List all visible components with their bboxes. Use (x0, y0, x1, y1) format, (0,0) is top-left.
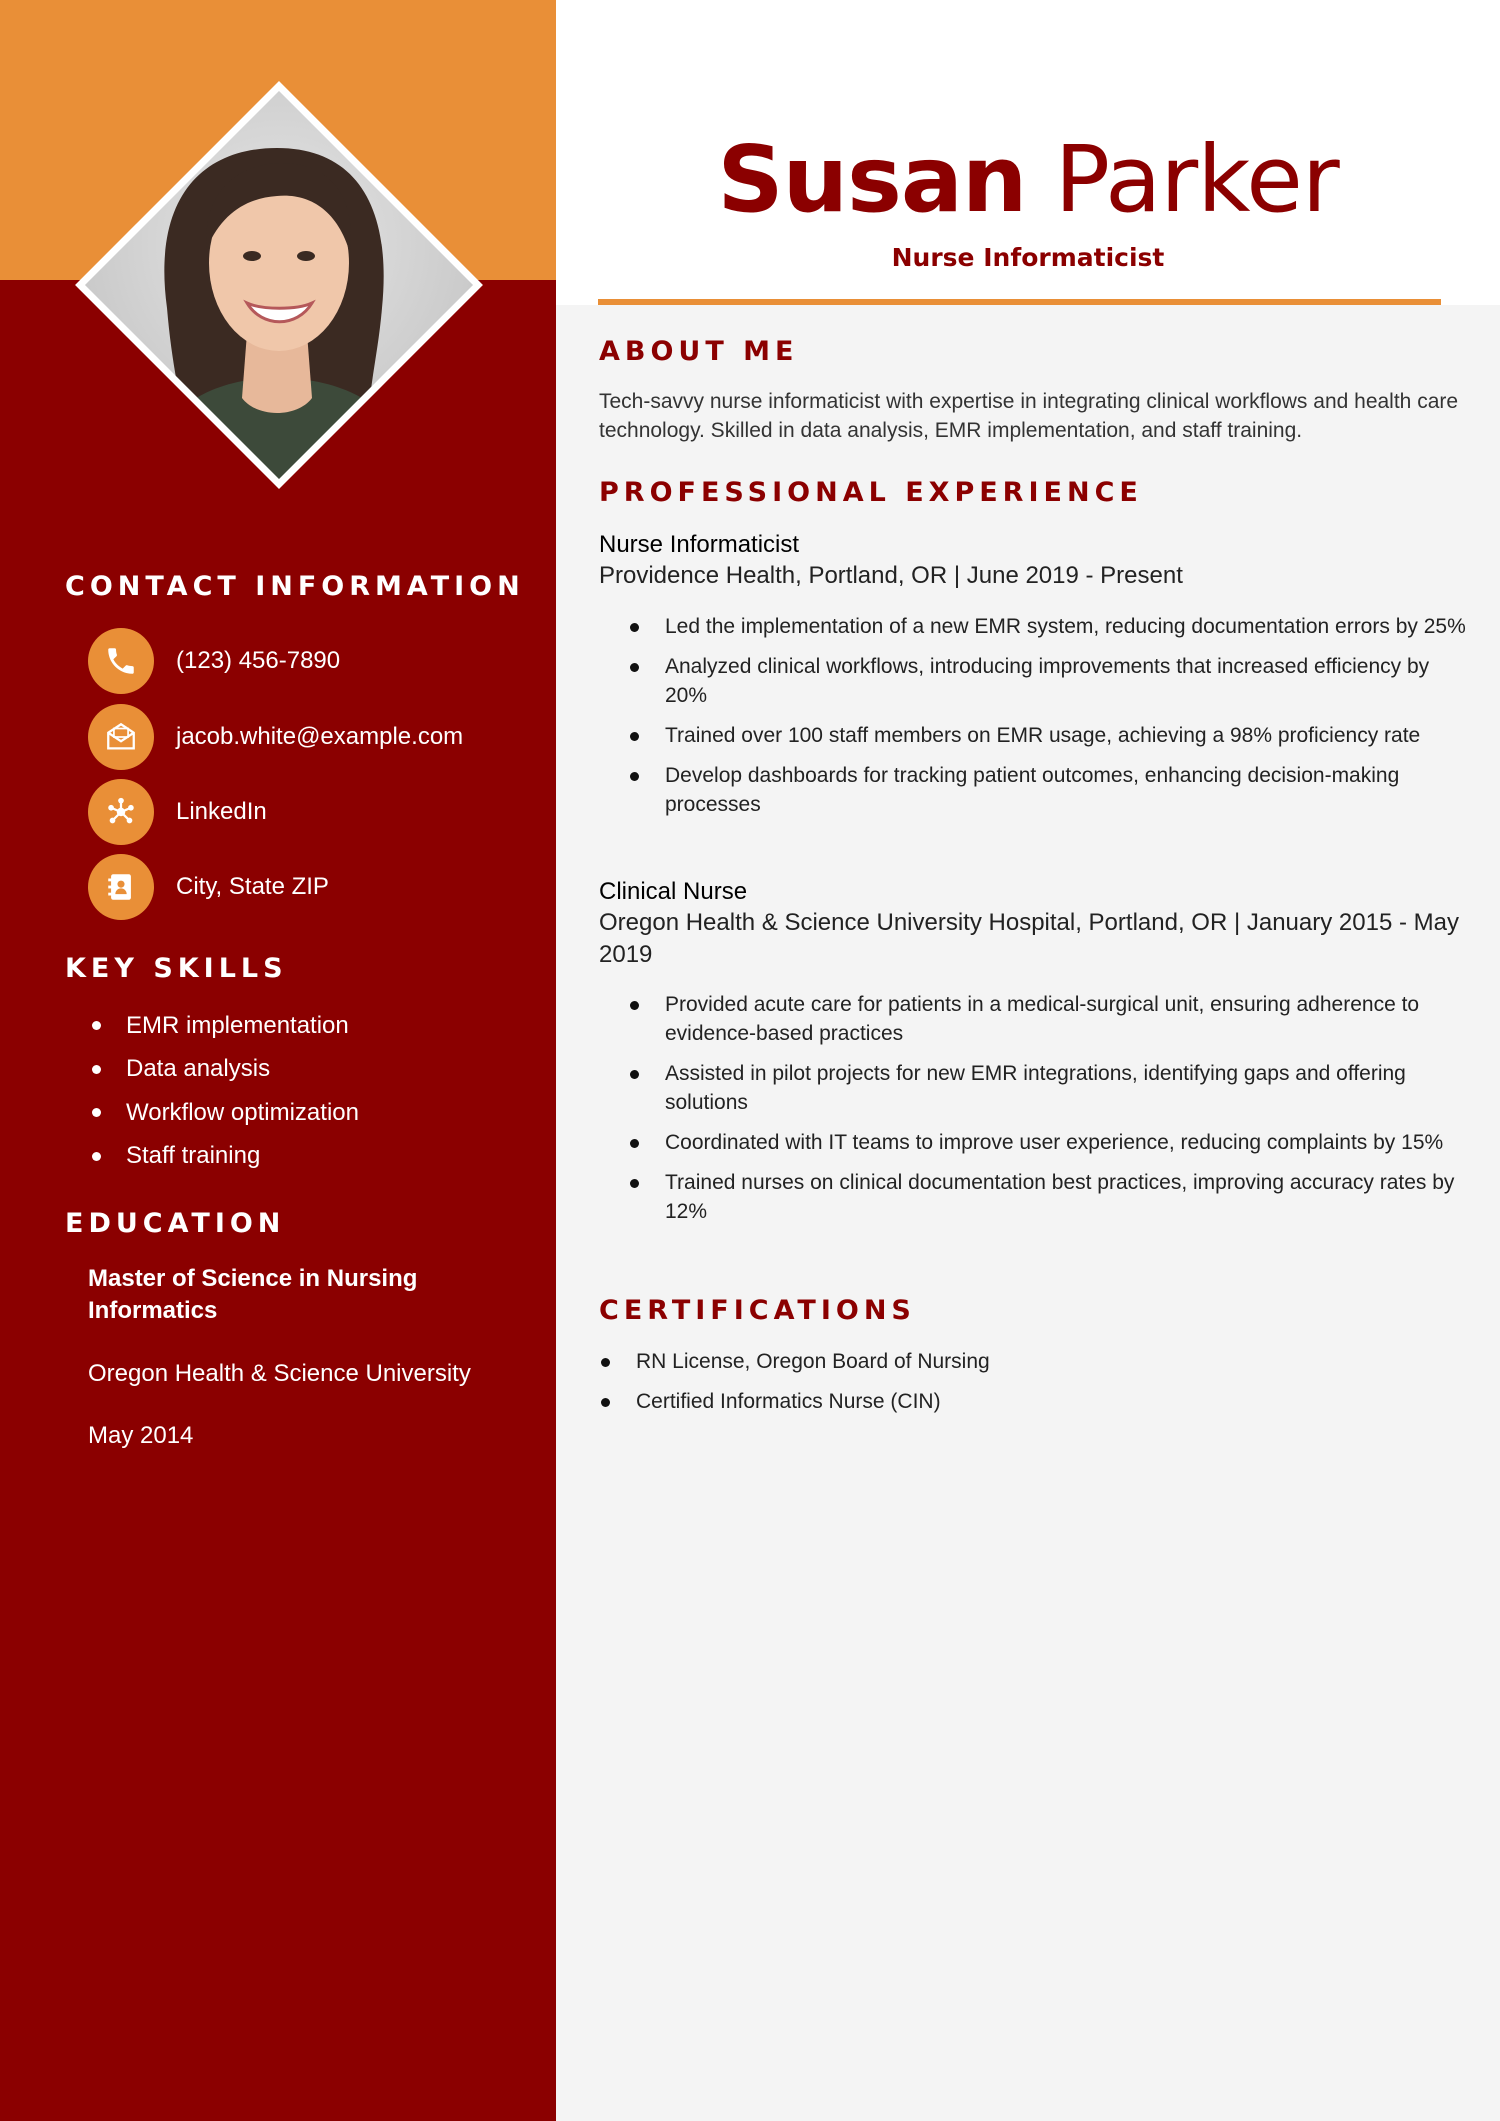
list-item: Trained nurses on clinical documentation best practices, improving accuracy rates by 12% (630, 1168, 1470, 1226)
list-item: EMR implementation (88, 1004, 359, 1048)
sidebar (0, 280, 556, 2121)
list-item: Develop dashboards for tracking patient outcomes, enhancing decision-making processes (630, 761, 1470, 819)
skills-list (88, 1004, 359, 1178)
list-item: Led the implementation of a new EMR system, reducing documentation errors by 25% (630, 612, 1470, 641)
job-1-title: Nurse Informaticist (599, 531, 800, 558)
header-divider (598, 299, 1441, 305)
contact-linkedin[interactable] (88, 779, 267, 845)
last-name: Parker (1054, 126, 1339, 233)
bullet-icon (92, 1108, 101, 1117)
experience-heading: PROFESSIONAL EXPERIENCE (599, 477, 1143, 508)
email-link[interactable]: jacob.white@example.com (176, 723, 464, 750)
education-school: Oregon Health & Science University (88, 1360, 471, 1387)
first-name: Susan (717, 126, 1027, 233)
network-icon (88, 779, 154, 845)
certifications-list (601, 1347, 990, 1427)
education-heading: EDUCATION (65, 1208, 286, 1239)
bullet-icon (92, 1065, 101, 1074)
address-text: City, State ZIP (176, 873, 329, 900)
list-item: RN License, Oregon Board of Nursing (601, 1347, 990, 1387)
contact-heading: CONTACT INFORMATION (65, 571, 525, 602)
education-date: May 2014 (88, 1422, 194, 1449)
bullet-icon (92, 1152, 101, 1161)
list-item: Certified Informatics Nurse (CIN) (601, 1387, 990, 1427)
job-1-meta: Providence Health, Portland, OR | June 2019 - Present (599, 562, 1183, 589)
address-book-icon (88, 854, 154, 920)
email-icon (88, 704, 154, 770)
candidate-name (556, 126, 1500, 233)
job-1-bullets (630, 612, 1470, 819)
education-degree: Master of Science in Nursing Informatics (88, 1265, 418, 1324)
list-item: Data analysis (88, 1048, 359, 1092)
phone-icon (88, 628, 154, 694)
list-item: Analyzed clinical workflows, introducing improvements that increased efficiency by 20% (630, 652, 1470, 710)
job-2-meta: Oregon Health & Science University Hospital, Portland, OR | January 2015 - May 2019 (599, 909, 1459, 968)
bullet-icon (92, 1021, 101, 1030)
about-text: Tech-savvy nurse informaticist with expertise in integrating clinical workflows and health care technology. Skilled in data analysis, EMR implementation, and staff training. (599, 390, 1459, 442)
certifications-heading: CERTIFICATIONS (599, 1295, 916, 1326)
contact-address (88, 854, 329, 920)
list-item: Workflow optimization (88, 1091, 359, 1135)
list-item: Provided acute care for patients in a medical-surgical unit, ensuring adherence to evidence-based practices (630, 990, 1470, 1048)
linkedin-link[interactable]: LinkedIn (176, 798, 267, 825)
list-item: Coordinated with IT teams to improve user experience, reducing complaints by 15% (630, 1128, 1470, 1157)
job-title: Nurse Informaticist (891, 243, 1165, 272)
skills-heading: KEY SKILLS (65, 953, 288, 984)
contact-email[interactable] (88, 704, 463, 770)
job-2-title: Clinical Nurse (599, 878, 748, 905)
list-item: Assisted in pilot projects for new EMR integrations, identifying gaps and offering solutions (630, 1059, 1470, 1117)
profile-photo (72, 78, 486, 492)
contact-phone (88, 628, 340, 694)
job-2-bullets (630, 990, 1470, 1226)
list-item: Trained over 100 staff members on EMR usage, achieving a 98% proficiency rate (630, 721, 1470, 750)
about-heading: ABOUT ME (599, 336, 799, 367)
phone-text: (123) 456-7890 (176, 647, 341, 674)
list-item: Staff training (88, 1135, 359, 1179)
